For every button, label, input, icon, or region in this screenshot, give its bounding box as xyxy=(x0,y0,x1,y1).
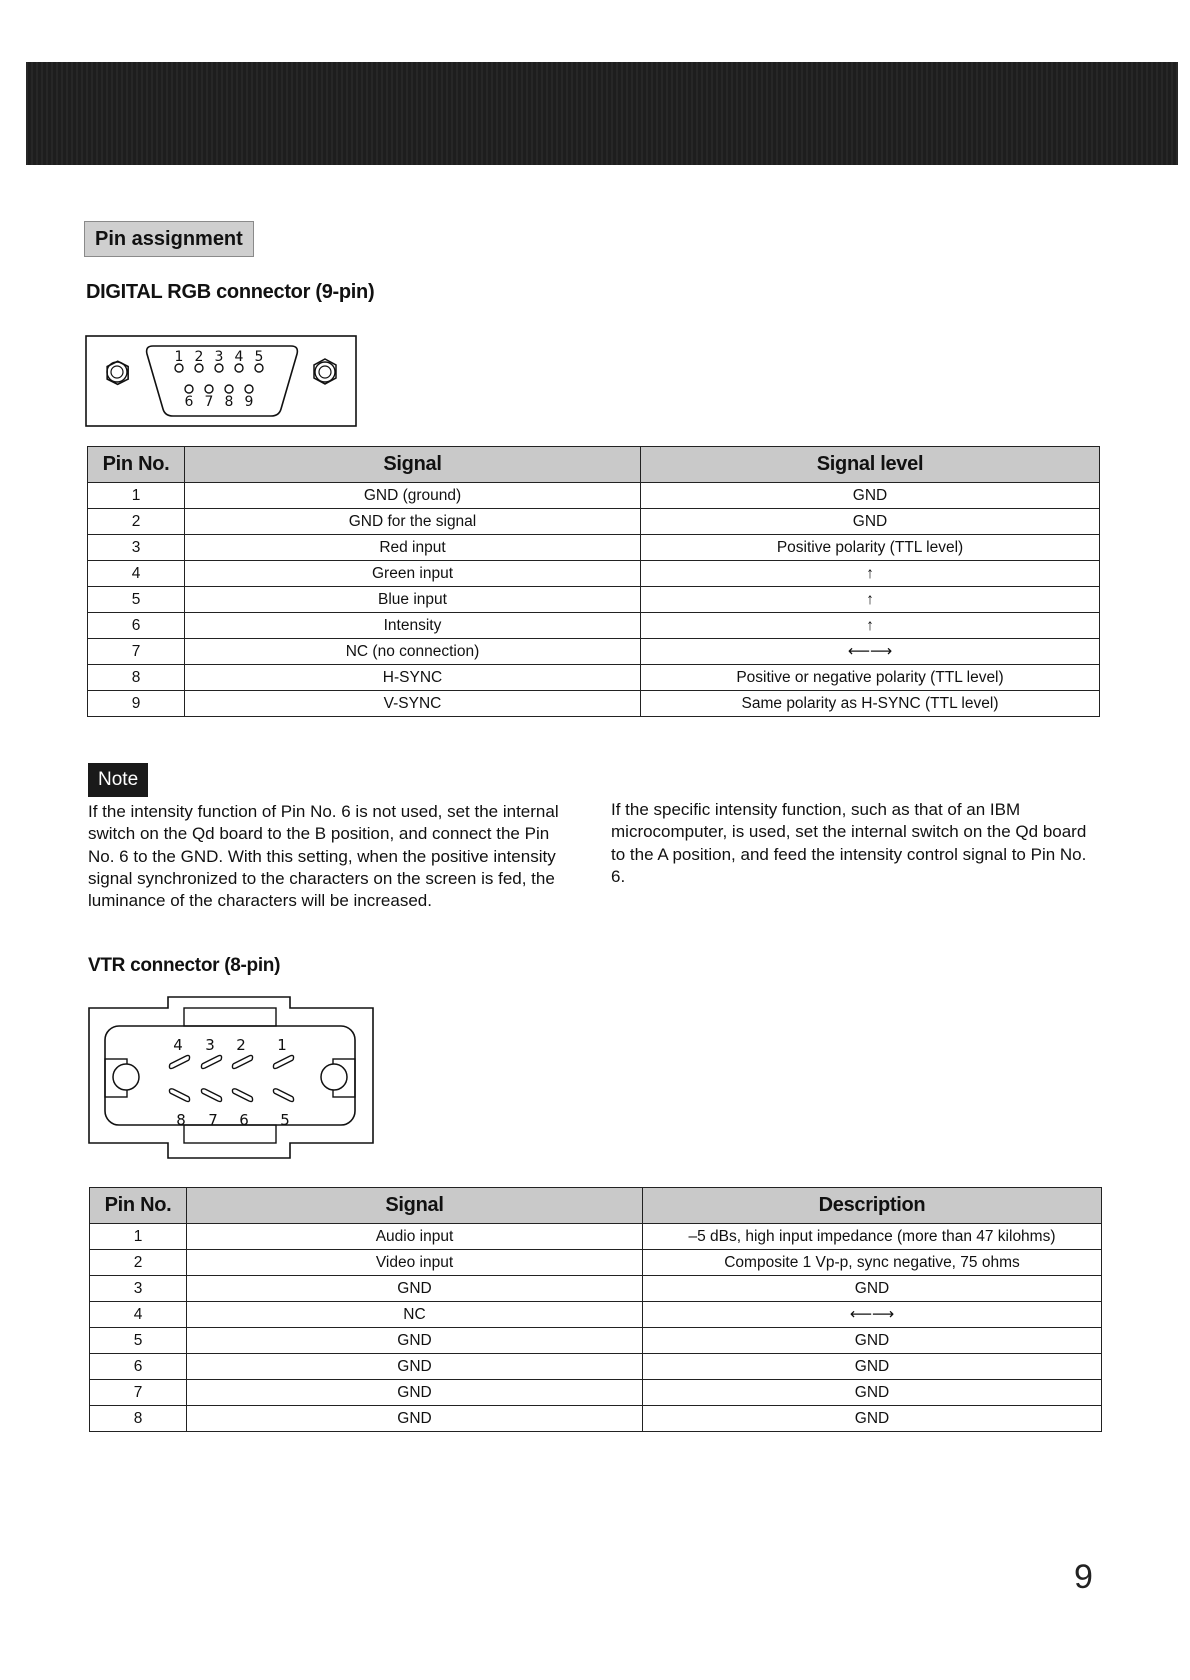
double-arrow: ⟵⟶ xyxy=(643,1302,1102,1328)
signal-level: GND xyxy=(641,509,1100,535)
table-row xyxy=(88,691,1100,717)
ditto-arrow: ↑ xyxy=(641,587,1100,613)
note-right-text: If the specific intensity function, such as that of an IBM microcomputer, is used, set the internal switch on the Qd board to the A position, and feed the intensity control signal to Pin No. 6. xyxy=(611,800,1087,886)
signal: Audio input xyxy=(187,1224,643,1250)
signal: NC (no connection) xyxy=(185,639,641,665)
rgb-connector-heading: DIGITAL RGB connector (9-pin) xyxy=(86,281,375,303)
signal: Video input xyxy=(187,1250,643,1276)
table-row xyxy=(88,587,1100,613)
signal: H-SYNC xyxy=(185,665,641,691)
table-row xyxy=(88,535,1100,561)
description: GND xyxy=(643,1328,1102,1354)
pin-number: 2 xyxy=(88,509,185,535)
signal: Blue input xyxy=(185,587,641,613)
vtr-connector-diagram xyxy=(88,996,376,1160)
table-row xyxy=(90,1224,1102,1250)
table-row xyxy=(88,483,1100,509)
table-row xyxy=(90,1406,1102,1432)
table-row xyxy=(88,639,1100,665)
column-header: Description xyxy=(643,1188,1102,1224)
pin-label: 4 xyxy=(234,349,244,365)
signal: V-SYNC xyxy=(185,691,641,717)
table-row xyxy=(88,561,1100,587)
signal: GND (ground) xyxy=(185,483,641,509)
pin-label: 7 xyxy=(208,1111,218,1129)
ditto-arrow: ↑ xyxy=(641,561,1100,587)
pin-label: 9 xyxy=(244,394,254,410)
pin-number: 7 xyxy=(90,1380,187,1406)
pin-label: 2 xyxy=(194,349,204,365)
pin-number: 3 xyxy=(90,1276,187,1302)
description: GND xyxy=(643,1276,1102,1302)
pin-label: 8 xyxy=(224,394,234,410)
pin-number: 4 xyxy=(88,561,185,587)
pin-label: 5 xyxy=(254,349,264,365)
signal-level: Same polarity as H-SYNC (TTL level) xyxy=(641,691,1100,717)
table-header-row xyxy=(88,447,1100,483)
vtr-pin-table xyxy=(89,1187,1102,1432)
description: GND xyxy=(643,1354,1102,1380)
pin-number: 6 xyxy=(90,1354,187,1380)
signal: Intensity xyxy=(185,613,641,639)
signal-level: Positive or negative polarity (TTL level) xyxy=(641,665,1100,691)
table-row xyxy=(90,1328,1102,1354)
double-arrow: ⟵⟶ xyxy=(641,639,1100,665)
signal: NC xyxy=(187,1302,643,1328)
pin-number: 1 xyxy=(88,483,185,509)
section-title: Pin assignment xyxy=(84,221,254,257)
table-row xyxy=(88,665,1100,691)
signal: GND xyxy=(187,1406,643,1432)
pin-number: 6 xyxy=(88,613,185,639)
pin-label: 4 xyxy=(173,1036,183,1054)
pin-label: 6 xyxy=(184,394,194,410)
pin-number: 3 xyxy=(88,535,185,561)
pin-label: 2 xyxy=(236,1036,246,1054)
signal: Green input xyxy=(185,561,641,587)
signal: GND xyxy=(187,1354,643,1380)
pin-number: 2 xyxy=(90,1250,187,1276)
table-row xyxy=(90,1302,1102,1328)
signal: GND for the signal xyxy=(185,509,641,535)
description: –5 dBs, high input impedance (more than 47 kilohms) xyxy=(643,1224,1102,1250)
signal-level: Positive polarity (TTL level) xyxy=(641,535,1100,561)
pin-number: 5 xyxy=(88,587,185,613)
description: GND xyxy=(643,1380,1102,1406)
table-row xyxy=(90,1276,1102,1302)
ditto-arrow: ↑ xyxy=(641,613,1100,639)
table-row xyxy=(88,509,1100,535)
header-band xyxy=(26,62,1178,165)
table-header-row xyxy=(90,1188,1102,1224)
signal-level: GND xyxy=(641,483,1100,509)
description: GND xyxy=(643,1406,1102,1432)
table-row xyxy=(88,613,1100,639)
pin-label: 7 xyxy=(204,394,214,410)
note-left-text: If the intensity function of Pin No. 6 is not used, set the internal switch on the Qd board to the B position, and connect the Pin No. 6 to the GND. With this setting, when the positive intensity signal synchronized to the characters on the screen is fed, the luminance of the characters will be increased. xyxy=(88,802,559,911)
pin-label: 3 xyxy=(214,349,224,365)
pin-label: 1 xyxy=(174,349,184,365)
pin-label: 6 xyxy=(239,1111,249,1129)
pin-number: 7 xyxy=(88,639,185,665)
column-header: Pin No. xyxy=(90,1188,187,1224)
pin-label: 1 xyxy=(277,1036,287,1054)
page-number: 9 xyxy=(1074,1558,1093,1596)
signal: GND xyxy=(187,1276,643,1302)
description: Composite 1 Vp-p, sync negative, 75 ohms xyxy=(643,1250,1102,1276)
signal: GND xyxy=(187,1328,643,1354)
rgb-pin-table xyxy=(87,446,1100,717)
table-row xyxy=(90,1380,1102,1406)
rgb-connector-diagram xyxy=(85,335,357,427)
vtr-connector-heading: VTR connector (8-pin) xyxy=(88,955,281,976)
pin-label: 8 xyxy=(176,1111,186,1129)
pin-number: 4 xyxy=(90,1302,187,1328)
table-row xyxy=(90,1354,1102,1380)
column-header: Signal xyxy=(187,1188,643,1224)
pin-number: 8 xyxy=(90,1406,187,1432)
signal: Red input xyxy=(185,535,641,561)
signal: GND xyxy=(187,1380,643,1406)
pin-label: 5 xyxy=(280,1111,290,1129)
table-row xyxy=(90,1250,1102,1276)
pin-number: 1 xyxy=(90,1224,187,1250)
pin-label: 3 xyxy=(205,1036,215,1054)
column-header: Signal xyxy=(185,447,641,483)
pin-number: 9 xyxy=(88,691,185,717)
note-label: Note xyxy=(88,763,148,797)
column-header: Pin No. xyxy=(88,447,185,483)
pin-number: 5 xyxy=(90,1328,187,1354)
column-header: Signal level xyxy=(641,447,1100,483)
pin-number: 8 xyxy=(88,665,185,691)
